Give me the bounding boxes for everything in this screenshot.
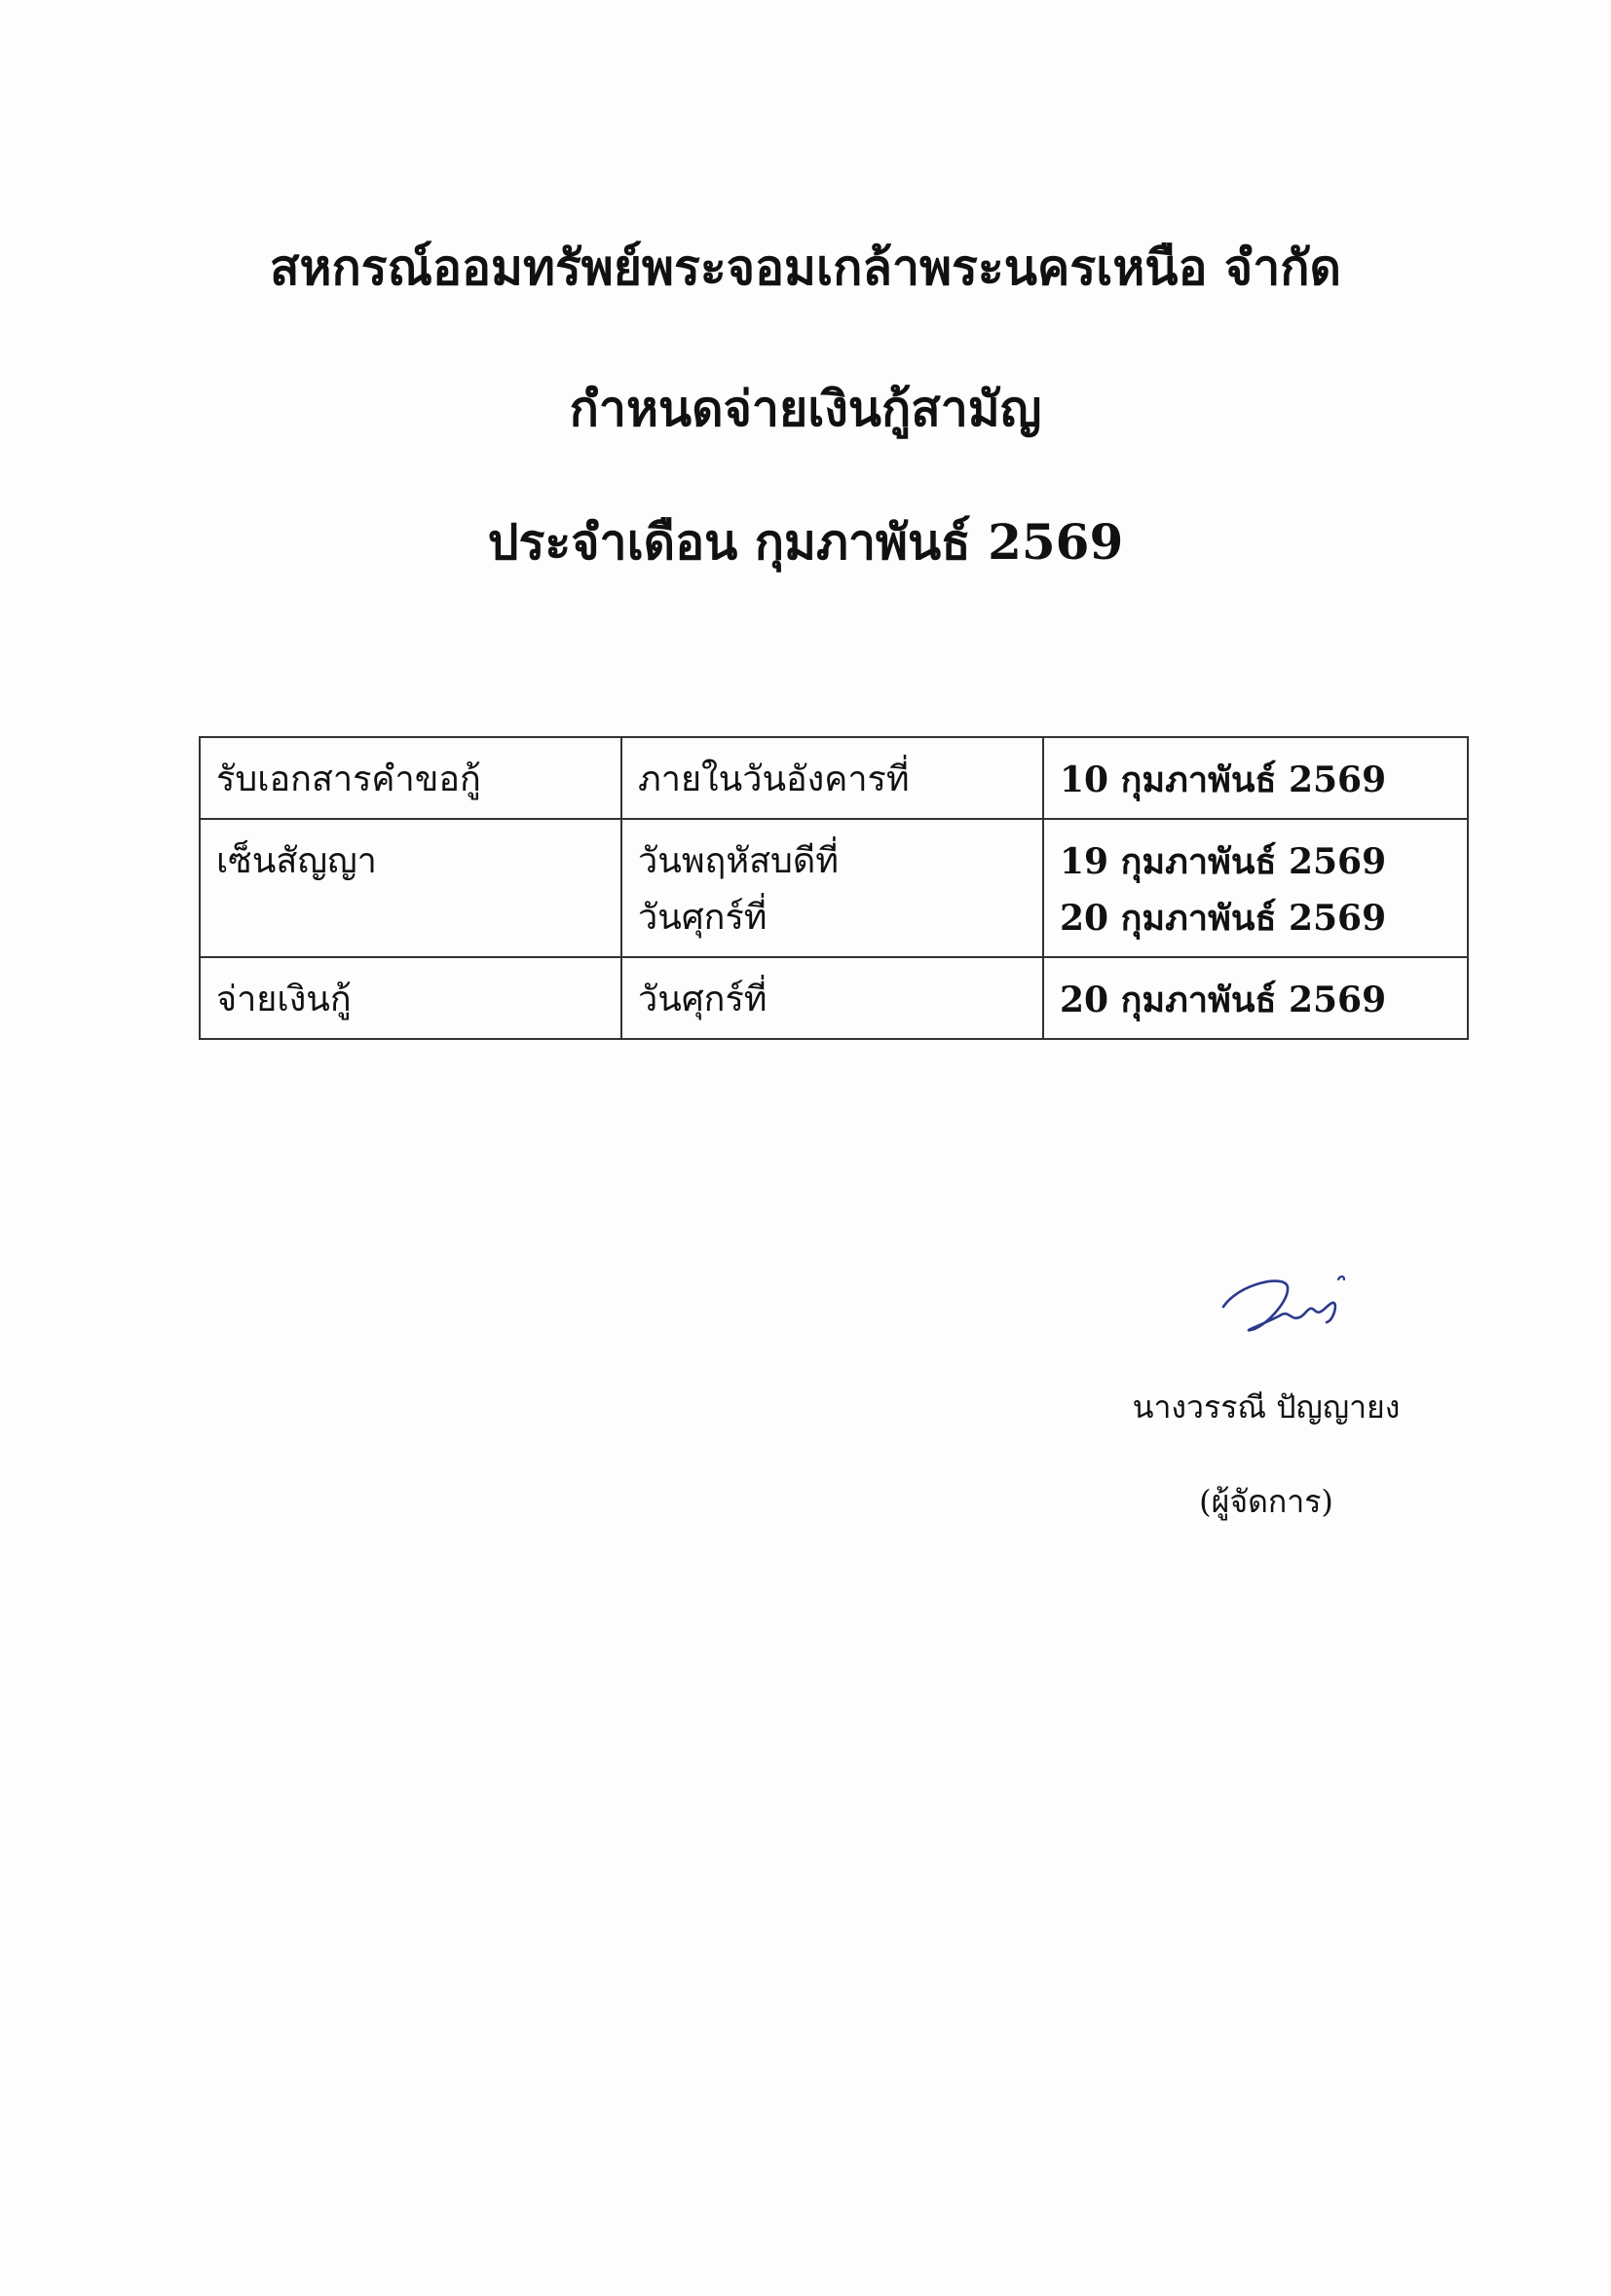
document-period: ประจำเดือน กุมภาพันธ์ 2569 [487,513,1124,571]
schedule-table [199,736,1469,1040]
table-row [200,819,1468,957]
date-cell [1043,737,1468,819]
signature-stroke [1223,1281,1335,1331]
activity-cell [200,819,621,957]
signer-title: (ผู้จัดการ) [1199,1483,1333,1520]
activity-label: จ่ายเงินกู้ [216,980,352,1019]
handwritten-signature [1218,1266,1412,1344]
date-cell [1043,819,1468,957]
table-row [200,957,1468,1039]
activity-label: รับเอกสารคำขอกู้ [216,759,481,799]
activity-cell [200,737,621,819]
date-label: 20 กุมภาพันธ์ 2569 [1060,898,1387,939]
activity-label: เซ็นสัญญา [216,841,377,881]
signer-name: นางวรรณี ปัญญายง [1132,1389,1401,1426]
date-label: 10 กุมภาพันธ์ 2569 [1060,759,1387,800]
signature-stroke [1338,1277,1344,1279]
day-label: วันศุกร์ที่ [638,898,768,938]
cooperative-title: สหกรณ์ออมทรัพย์พระจอมเกล้าพระนครเหนือ จำกัด [269,239,1342,296]
day-cell [621,819,1043,957]
date-cell [1043,957,1468,1039]
day-cell [621,957,1043,1039]
day-label: วันศุกร์ที่ [638,980,768,1019]
date-label: 19 กุมภาพันธ์ 2569 [1060,841,1387,882]
day-label: ภายในวันอังคารที่ [638,759,910,799]
activity-cell [200,957,621,1039]
day-cell [621,737,1043,819]
day-label: วันพฤหัสบดีที่ [638,841,840,881]
date-label: 20 กุมภาพันธ์ 2569 [1060,980,1387,1020]
table-row [200,737,1468,819]
document-subtitle: กำหนดจ่ายเงินกู้สามัญ [569,380,1042,437]
